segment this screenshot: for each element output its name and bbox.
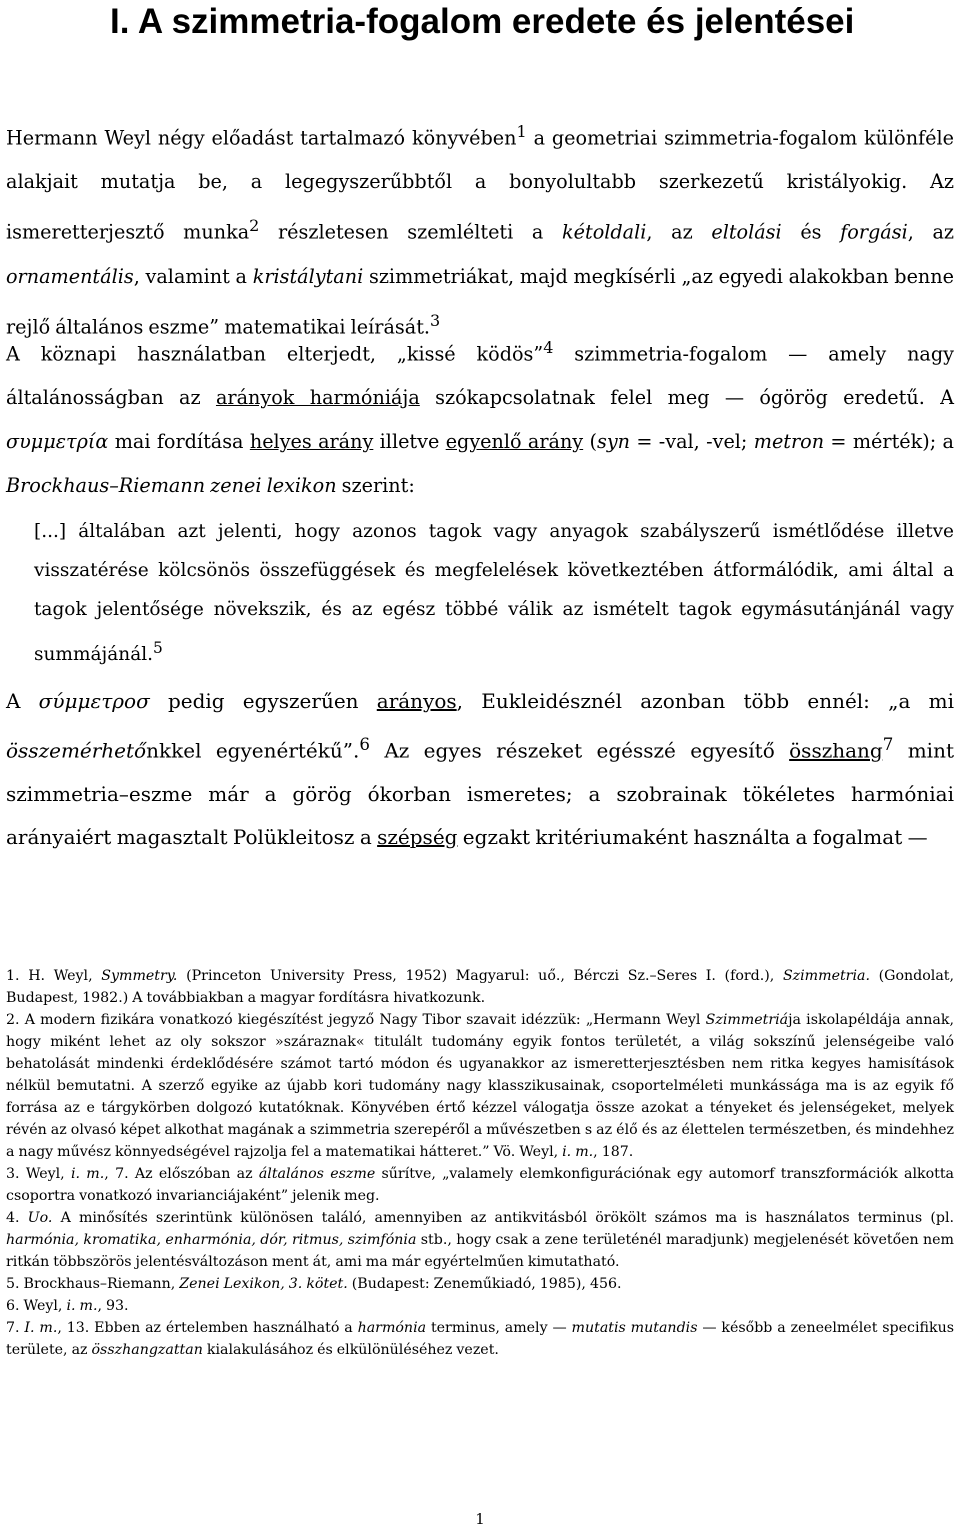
footnote-ref-7[interactable]: 7: [882, 735, 894, 754]
chapter-title: I. A szimmetria-fogalom eredete és jelentései: [110, 2, 855, 41]
footnote-ref-5[interactable]: 5: [153, 639, 163, 657]
footnote-ref-2[interactable]: 2: [249, 216, 260, 236]
footnote-3: 3. Weyl, i. m., 7. Az előszóban az általános eszme sűrítve, „valamely elemkonfigurációnak egy automorf transzformációk alkotta csoportra vonatkozó invarianciájaként” jelenik meg.: [6, 1166, 954, 1204]
footnote-5: 5. Brockhaus–Riemann, Zenei Lexikon, 3. kötet. (Budapest: Zeneműkiadó, 1985), 456.: [6, 1276, 622, 1292]
page-number: 1: [475, 1510, 485, 1528]
footnote-4: 4. Uo. A minősítés szerintünk különösen találó, amennyiben az antikvitásból örökölt számos ma is használatos terminus (pl. harmónia, kromatika, enharmónia, dór, ritmus, szimfónia stb., hogy csak a zene területénél maradjunk) megjelenését követően nem ritkán többszörös jelentésváltozáson ment át, ami ma már egyértelműen kimutatható.: [6, 1210, 955, 1270]
paragraph-3: A σύμμετροσ pedig egyszerűen arányos, Eukleidésznél azonban több ennél: „a mi összemérhetőnkkel egyenértékű”.$^6$ Az egyes részeket egésszé egyesítő összhang$^7$ mint szimmetria–eszme már a görög ókorban ismeretes; a szobrainak tökéletes harmóniai arányaiért magasztalt Polükleitosz a szépség egzakt kritériumaként használta a fogalmat —: [6, 689, 954, 849]
footnote-ref-1[interactable]: 1: [516, 122, 527, 141]
paragraph-2: A köznapi használatban elterjedt, „kissé ködös”$^4$ szimmetria-fogalom — amely nagy általánosságban az arányok harmóniája szókapcsolatnak felel meg — ógörög eredetű. A συμμετρία mai fordítása helyes arány illetve egyenlő arány (syn = -val, -vel; metron = mérték); a Brockhaus–Riemann zenei lexikon szerint:: [6, 338, 954, 498]
footnote-ref-4[interactable]: 4: [543, 338, 554, 357]
paragraph-1: Hermann Weyl négy előadást tartalmazó könyvében$^1$ a geometriai szimmetria-fogalom különféle alakjait mutatja be, a legegyszerűbbtől a bonyolultabb szerkezetű kristályokig. Az ismeretterjesztő munka$^2$ részletesen szemlélteti a kétoldali, az eltolási és forgási, az ornamentális, valamint a kristálytani szimmetriákat, majd megkísérli „az egyedi alakokban benne rejlő általános eszme” matematikai leírását.$^3$: [6, 122, 954, 339]
footnote-ref-6[interactable]: 6: [359, 735, 370, 754]
footnote-ref-3[interactable]: 3: [430, 310, 441, 330]
footnote-7: 7. I. m., 13. Ebben az értelemben használható a harmónia terminus, amely — mutatis mutandis — később a zeneelmélet specifikus területe, az összhangzattan kialakulásához és elkülönüléséhez vezet.: [6, 1320, 954, 1358]
footnote-1: 1. H. Weyl, Symmetry. (Princeton University Press, 1952) Magyarul: uő., Bérczi Sz.–Seres I. (ford.), Szimmetria. (Gondolat, Budapest, 1982.) A továbbiakban a magyar fordításra hivatkozunk.: [6, 968, 954, 1006]
footnotes: [6, 965, 954, 1361]
footnote-6: 6. Weyl, i. m., 93.: [6, 1298, 129, 1314]
footnote-2: 2. A modern fizikára vonatkozó kiegészítést jegyző Nagy Tibor szavait idézzük: „Hermann Weyl Szimmetriája iskolapéldája annak, hogy miként lehet az oly sokszor »száraznak« titulált tudomány egyik fontos területét, a világ sokszínű jelenségeibe való behatolását mindenki érdeklődésére számot tartó módon és ugyanakkor az ismeretterjesztésben nem ritka kegyes hamisítások nélkül bemutatni. A szerző egyike az újabb kori tudomány nagy klasszikusainak, csoportelméleti munkássága ma is az egyik fő forrása az e tárgykörben dolgozó kutatóknak. Könyvében értő kézzel válogatja össze azokat a tényeket és jelenségeket, melyek révén az olvasó képet alkothat magának a szimmetria szerepéről a művészetben s az élő és az élettelen természetben, és mindehhez a nagy művész könnyedségével rajzolja fel a matematikai hátteret.” Vö. Weyl, i. m., 187.: [6, 1012, 954, 1160]
block-quote: [...] általában azt jelenti, hogy azonos tagok vagy anyagok szabályszerű ismétlődése illetve visszatérése kölcsönös összefüggések és megfelelések következtében átformálódik, ami által a tagok jelentősége növekszik, és az egész többé válik az ismételt tagok egymásutánjánál vagy summájánál.$^5$: [34, 521, 954, 666]
